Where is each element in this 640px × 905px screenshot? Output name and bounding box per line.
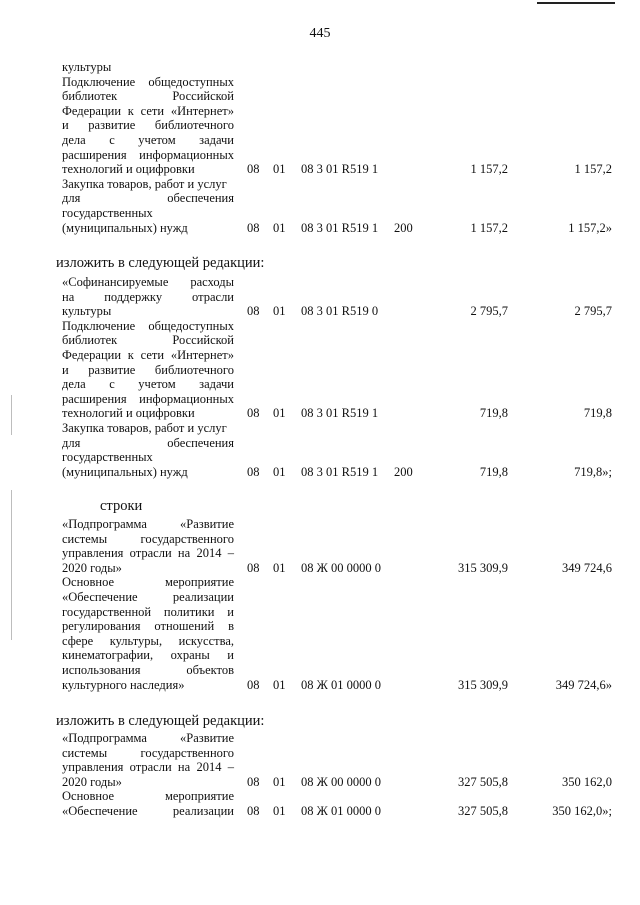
subsection-code: 01 (273, 560, 286, 575)
row-description: библиотек Российской (62, 333, 234, 348)
table-row (0, 392, 640, 407)
row-description: регулирования отношений в (62, 619, 234, 634)
row-description: сфере культуры, искусства, (62, 633, 234, 648)
row-description: государственных (62, 205, 153, 220)
table-row (0, 406, 640, 421)
row-description: технологий и оцифровки (62, 162, 195, 177)
row-description: системы государственного (62, 531, 234, 546)
table-row (0, 517, 640, 532)
table-row (0, 760, 640, 775)
subsection-code: 01 (273, 774, 286, 789)
row-description: технологий и оцифровки (62, 406, 195, 421)
section-code: 08 (247, 803, 260, 818)
table-row (0, 775, 640, 790)
table-row (0, 304, 640, 319)
target-article-code: 08 Ж 00 0000 0 (301, 560, 381, 575)
table-row (0, 678, 640, 693)
table-row (0, 590, 640, 605)
amount-year-2: 719,8 (583, 406, 612, 421)
amount-year-2: 1 157,2» (568, 220, 612, 235)
amount-year-1: 719,8 (479, 464, 508, 479)
table-row (0, 89, 640, 104)
table-row (0, 804, 640, 819)
table-row (0, 605, 640, 620)
row-description: «Софинансируемые расходы (62, 275, 234, 289)
expense-type-code: 200 (394, 220, 413, 235)
table-row (0, 450, 640, 465)
table-row (0, 648, 640, 663)
table-row (0, 619, 640, 634)
row-description: 2020 годы» (62, 560, 122, 575)
row-description: для обеспечения (62, 191, 234, 206)
row-description: дела с учетом задачи (62, 377, 234, 392)
amount-year-2: 2 795,7 (574, 304, 612, 319)
row-description: Федерации к сети «Интернет» (62, 103, 234, 118)
section-heading: строки (100, 498, 143, 514)
table-row (0, 133, 640, 148)
row-description: государственной политики и (62, 604, 234, 619)
table-row (0, 377, 640, 392)
row-description: Подключение общедоступных (62, 318, 234, 333)
table-row (0, 421, 640, 436)
row-description: использования объектов (62, 662, 234, 677)
amount-year-2: 350 162,0 (562, 774, 612, 789)
table-row (0, 191, 640, 206)
target-article-code: 08 3 01 R519 1 (301, 464, 379, 479)
table-row (0, 532, 640, 547)
amount-year-2: 350 162,0»; (552, 803, 612, 818)
table-row (0, 333, 640, 348)
target-article-code: 08 3 01 R519 1 (301, 162, 379, 177)
amount-year-1: 315 309,9 (458, 560, 508, 575)
amount-year-1: 719,8 (479, 406, 508, 421)
subsection-code: 01 (273, 677, 286, 692)
subsection-code: 01 (273, 304, 286, 319)
section-code: 08 (247, 677, 260, 692)
row-description: «Обеспечение реализации (62, 589, 234, 604)
amount-year-2: 349 724,6» (555, 677, 612, 692)
budget-table-old-1 (0, 60, 640, 235)
budget-table-new-2 (0, 731, 640, 819)
table-row (0, 561, 640, 576)
row-description: расширения информационных (62, 147, 234, 162)
row-description: и развитие библиотечного (62, 362, 234, 377)
table-row (0, 348, 640, 363)
target-article-code: 08 Ж 00 0000 0 (301, 774, 381, 789)
section-heading: изложить в следующей редакции: (56, 255, 265, 271)
target-article-code: 08 Ж 01 0000 0 (301, 803, 381, 818)
row-description: библиотек Российской (62, 89, 234, 104)
amount-year-1: 2 795,7 (470, 304, 508, 319)
table-row (0, 290, 640, 305)
row-description: на поддержку отрасли (62, 289, 234, 304)
table-row (0, 465, 640, 480)
section-code: 08 (247, 774, 260, 789)
section-code: 08 (247, 304, 260, 319)
table-row (0, 104, 640, 119)
row-description: культуры (62, 304, 112, 319)
subsection-code: 01 (273, 220, 286, 235)
table-row (0, 634, 640, 649)
section-heading: изложить в следующей редакции: (56, 713, 265, 729)
row-description: управления отрасли на 2014 – (62, 760, 234, 775)
table-row (0, 746, 640, 761)
subsection-code: 01 (273, 464, 286, 479)
target-article-code: 08 3 01 R519 1 (301, 220, 379, 235)
row-description: Основное мероприятие (62, 789, 234, 804)
amount-year-2: 349 724,6 (562, 560, 612, 575)
row-description: 2020 годы» (62, 774, 122, 789)
row-description: управления отрасли на 2014 – (62, 546, 234, 561)
table-row (0, 363, 640, 378)
amount-year-1: 327 505,8 (458, 803, 508, 818)
table-row (0, 60, 640, 75)
table-row (0, 663, 640, 678)
table-row (0, 177, 640, 192)
section-code: 08 (247, 464, 260, 479)
amount-year-1: 327 505,8 (458, 774, 508, 789)
row-description: «Подпрограмма «Развитие (62, 517, 234, 531)
row-description: Основное мероприятие (62, 575, 234, 590)
table-row (0, 546, 640, 561)
row-description: дела с учетом задачи (62, 132, 234, 147)
row-description: кинематографии, охраны и (62, 648, 234, 663)
amount-year-1: 1 157,2 (470, 162, 508, 177)
target-article-code: 08 3 01 R519 0 (301, 304, 379, 319)
expense-type-code: 200 (394, 464, 413, 479)
table-row (0, 148, 640, 163)
row-description: и развитие библиотечного (62, 118, 234, 133)
amount-year-1: 315 309,9 (458, 677, 508, 692)
row-description: (муниципальных) нужд (62, 220, 188, 235)
row-description: государственных (62, 450, 153, 465)
budget-table-new-1 (0, 275, 640, 479)
amount-year-2: 1 157,2 (574, 162, 612, 177)
amount-year-2: 719,8»; (574, 464, 612, 479)
row-description: (муниципальных) нужд (62, 464, 188, 479)
table-row (0, 436, 640, 451)
table-row (0, 206, 640, 221)
target-article-code: 08 3 01 R519 1 (301, 406, 379, 421)
amount-year-1: 1 157,2 (470, 220, 508, 235)
table-row (0, 221, 640, 236)
row-description: для обеспечения (62, 435, 234, 450)
page-number: 445 (309, 26, 331, 41)
row-description: расширения информационных (62, 391, 234, 406)
row-description: Закупка товаров, работ и услуг (62, 420, 227, 435)
table-row (0, 789, 640, 804)
subsection-code: 01 (273, 803, 286, 818)
header-rule (537, 2, 615, 4)
row-description: «Подпрограмма «Развитие (62, 731, 234, 745)
row-description: «Обеспечение реализации (62, 803, 234, 818)
row-description: культурного наследия» (62, 677, 185, 692)
table-row (0, 731, 640, 746)
section-code: 08 (247, 162, 260, 177)
subsection-code: 01 (273, 162, 286, 177)
table-row (0, 575, 640, 590)
table-row (0, 319, 640, 334)
table-row (0, 118, 640, 133)
table-row (0, 275, 640, 290)
row-description: системы государственного (62, 745, 234, 760)
row-description: Подключение общедоступных (62, 74, 234, 89)
section-code: 08 (247, 406, 260, 421)
budget-table-old-2 (0, 517, 640, 692)
section-code: 08 (247, 560, 260, 575)
table-row (0, 162, 640, 177)
target-article-code: 08 Ж 01 0000 0 (301, 677, 381, 692)
subsection-code: 01 (273, 406, 286, 421)
section-code: 08 (247, 220, 260, 235)
row-description: культуры (62, 60, 112, 74)
row-description: Закупка товаров, работ и услуг (62, 176, 227, 191)
row-description: Федерации к сети «Интернет» (62, 347, 234, 362)
table-row (0, 75, 640, 90)
